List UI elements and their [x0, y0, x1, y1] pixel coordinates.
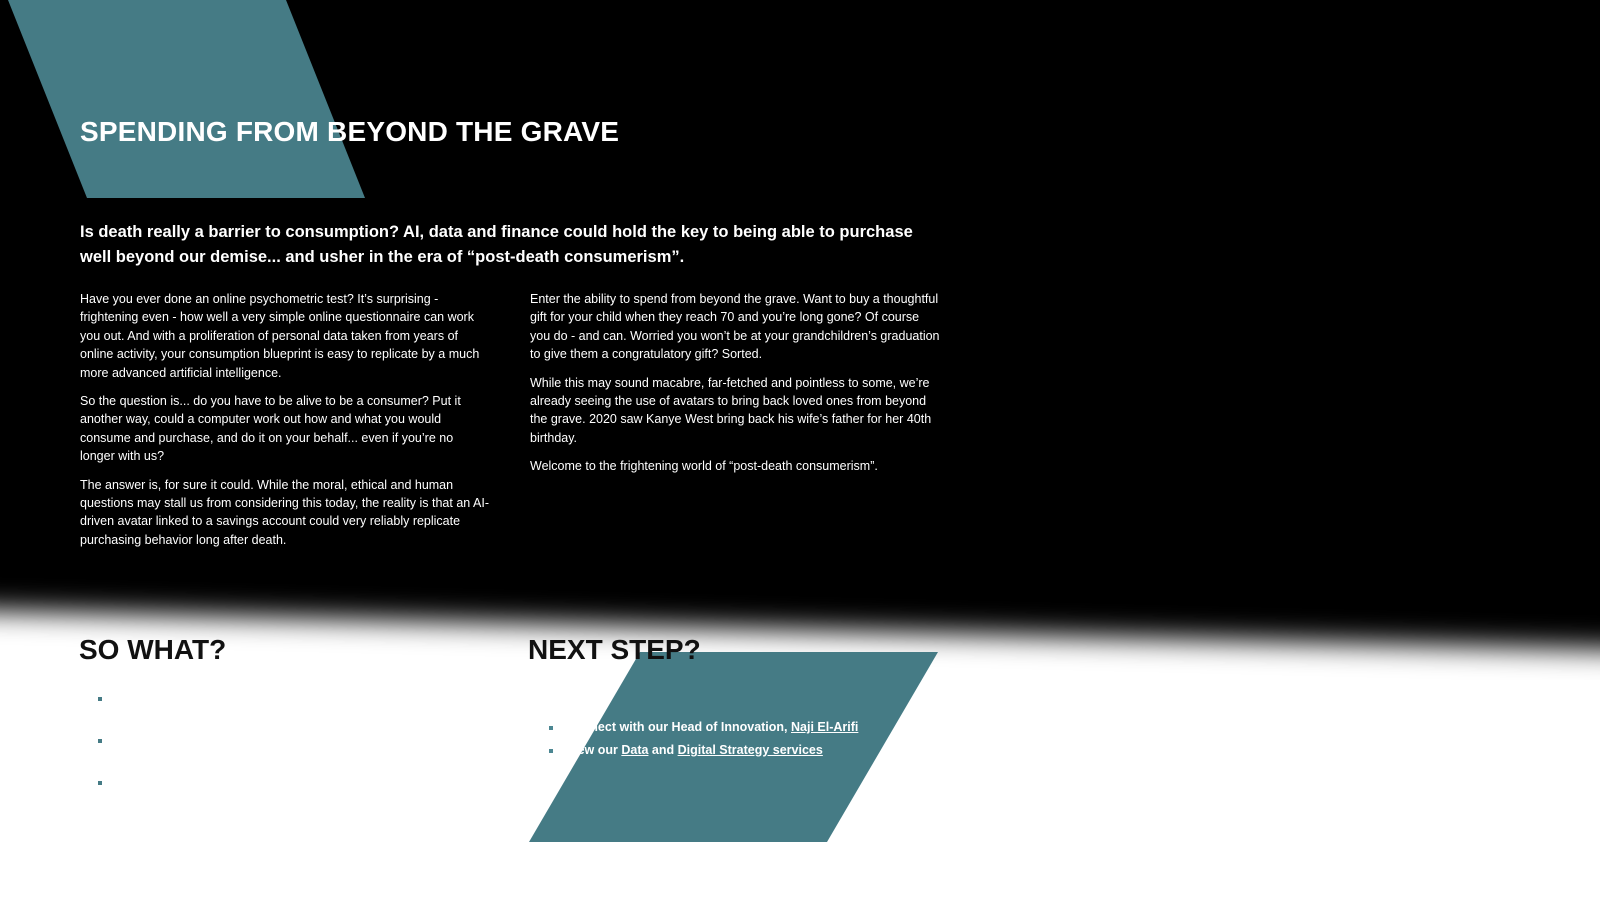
data-services-link[interactable]: Data [621, 743, 649, 757]
so-what-list [96, 688, 466, 814]
contact-prefix: Connect with our Head of Innovation, [566, 720, 791, 734]
right-column [530, 290, 940, 486]
left-column [80, 290, 490, 559]
bullet-icon [98, 781, 102, 785]
intro-paragraph: Is death really a barrier to consumption? AI, data and finance could hold the key to being able to purchase well beyond our demise... and usher in the era of “post-death consumerism”. [80, 223, 913, 266]
right-paragraph-3: Welcome to the frightening world of “post-death consumerism”. [530, 459, 878, 474]
next-step-heading: NEXT STEP? [528, 634, 701, 665]
so-what-heading: SO WHAT? [79, 634, 227, 665]
digital-strategy-link[interactable]: Digital Strategy services [677, 743, 823, 757]
page-title: SPENDING FROM BEYOND THE GRAVE [80, 116, 620, 147]
next-step-item-contact [548, 716, 858, 739]
left-paragraph-2: So the question is... do you have to be alive to be a consumer? Put it another way, could a computer work out how and what you would consume and purchase, and do it on your behalf... even if you’re no longer with us? [80, 394, 461, 464]
bullet-icon [98, 697, 102, 701]
services-prefix: View our [566, 743, 622, 757]
head-of-innovation-link[interactable]: Naji El-Arifi [791, 720, 859, 734]
list-item [96, 772, 466, 794]
right-paragraph-2: While this may sound macabre, far-fetched and pointless to some, we’re already seeing the use of avatars to bring back loved ones from beyond the grave. 2020 saw Kanye West bring back his wife’s father for her 40th birthday. [530, 375, 932, 445]
list-item [96, 730, 466, 752]
bullet-icon [98, 739, 102, 743]
title-teal-parallelogram [8, 0, 365, 198]
bullet-icon [549, 749, 553, 753]
next-step-list [548, 716, 858, 762]
right-paragraph-1: Enter the ability to spend from beyond the grave. Want to buy a thoughtful gift for your child when they reach 70 and you’re long gone? Of course you do - and can. Worried you won’t be at your grandchildren’s graduation to give them a congratulatory gift? Sorted. [530, 292, 940, 362]
left-paragraph-3: The answer is, for sure it could. While the moral, ethical and human questions may stall us from considering this today, the reality is that an AI-driven avatar linked to a savings account could very reliably replicate purchasing behavior long after death. [80, 477, 489, 547]
services-middle: and [648, 743, 678, 757]
next-step-item-services [548, 739, 858, 762]
list-item [96, 688, 466, 710]
left-paragraph-1: Have you ever done an online psychometric test? It’s surprising - frightening even - how well a very simple online questionnaire can work you out. And with a proliferation of personal data taken from years of online activity, your consumption blueprint is easy to replicate by a much more advanced artificial intelligence. [80, 292, 480, 380]
bullet-icon [549, 726, 553, 730]
